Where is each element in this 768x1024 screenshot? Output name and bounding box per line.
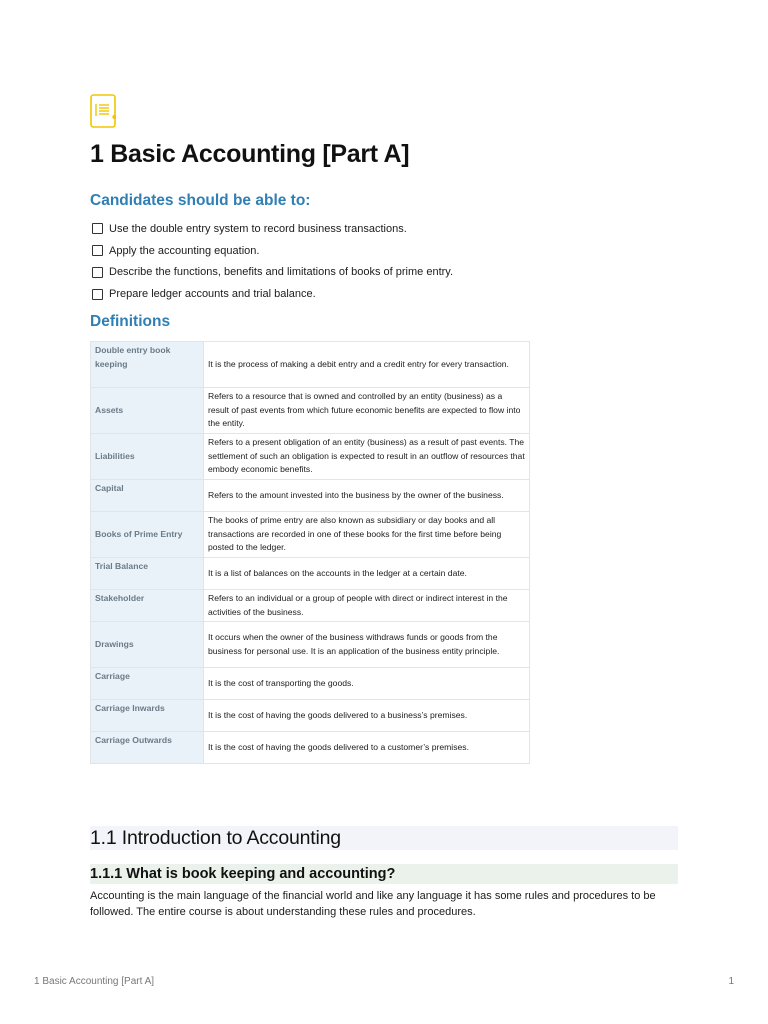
checkbox-icon[interactable] [92, 245, 103, 256]
checklist-item-label: Prepare ledger accounts and trial balance. [109, 288, 316, 301]
definition-term: Drawings [91, 622, 204, 668]
table-row [91, 512, 530, 558]
table-row [91, 558, 530, 590]
section-heading [90, 826, 678, 850]
definition-term: Books of Prime Entry [91, 512, 204, 558]
objectives-heading: Candidates should be able to: [90, 192, 311, 209]
definition-text: It is the cost of having the goods delivered to a customer’s premises. [204, 732, 530, 764]
definition-text: It is the process of making a debit entry and a credit entry for every transaction. [204, 342, 530, 388]
checkbox-icon[interactable] [92, 289, 103, 300]
definition-term: Liabilities [91, 434, 204, 480]
objectives-checklist [92, 218, 453, 305]
footer-title: 1 Basic Accounting [Part A] [34, 976, 155, 987]
definition-text: Refers to a present obligation of an entity (business) as a result of past events. The settlement of such an obligation is expected to result in an outflow of resources that embody economic benefits. [204, 434, 530, 480]
definition-text: Refers to an individual or a group of people with direct or indirect interest in the activities of the business. [204, 590, 530, 622]
subsection-heading [90, 864, 678, 884]
document-list-icon [90, 94, 116, 128]
definitions-table [90, 341, 530, 764]
table-row [91, 622, 530, 668]
checklist-item[interactable] [92, 240, 453, 262]
definition-term: Carriage Inwards [91, 700, 204, 732]
definition-term: Carriage Outwards [91, 732, 204, 764]
definition-text: Refers to the amount invested into the business by the owner of the business. [204, 480, 530, 512]
table-row [91, 434, 530, 480]
checklist-item-label: Describe the functions, benefits and limitations of books of prime entry. [109, 266, 454, 279]
checkbox-icon[interactable] [92, 267, 103, 278]
table-row [91, 700, 530, 732]
checklist-item-label: Use the double entry system to record business transactions. [109, 222, 407, 235]
definition-term: Trial Balance [91, 558, 204, 590]
table-row [91, 732, 530, 764]
section-paragraph: Accounting is the main language of the financial world and like any language it has some rules and procedures to be followed. The entire course is about understanding these rules and procedures. [90, 890, 656, 918]
definition-text: It is a list of balances on the accounts in the ledger at a certain date. [204, 558, 530, 590]
definition-term: Carriage [91, 668, 204, 700]
definition-text: It occurs when the owner of the business withdraws funds or goods from the business for personal use. It is an application of the business entity principle. [204, 622, 530, 668]
table-row [91, 590, 530, 622]
definition-text: The books of prime entry are also known as subsidiary or day books and all transactions are recorded in one of these books for the first time before being posted to the ledger. [204, 512, 530, 558]
definitions-heading: Definitions [90, 313, 171, 330]
checklist-item[interactable] [92, 218, 453, 240]
section-heading-text: 1.1 Introduction to Accounting [90, 827, 341, 849]
definition-term: Assets [91, 388, 204, 434]
table-row [91, 480, 530, 512]
subsection-heading-text: 1.1.1 What is book keeping and accounting? [90, 866, 396, 882]
checklist-item[interactable] [92, 283, 453, 305]
page-title: 1 Basic Accounting [Part A] [90, 140, 410, 168]
page-number: 1 [728, 976, 734, 987]
definition-term: Double entry book keeping [91, 342, 204, 388]
checklist-item-label: Apply the accounting equation. [109, 244, 260, 257]
checklist-item[interactable] [92, 262, 453, 284]
table-row [91, 668, 530, 700]
definition-term: Stakeholder [91, 590, 204, 622]
definition-text: Refers to a resource that is owned and controlled by an entity (business) as a result of past events from which future economic benefits are expected to flow into the entity. [204, 388, 530, 434]
checkbox-icon[interactable] [92, 223, 103, 234]
table-row [91, 342, 530, 388]
table-row [91, 388, 530, 434]
definition-term: Capital [91, 480, 204, 512]
definition-text: It is the cost of having the goods delivered to a business’s premises. [204, 700, 530, 732]
definition-text: It is the cost of transporting the goods. [204, 668, 530, 700]
